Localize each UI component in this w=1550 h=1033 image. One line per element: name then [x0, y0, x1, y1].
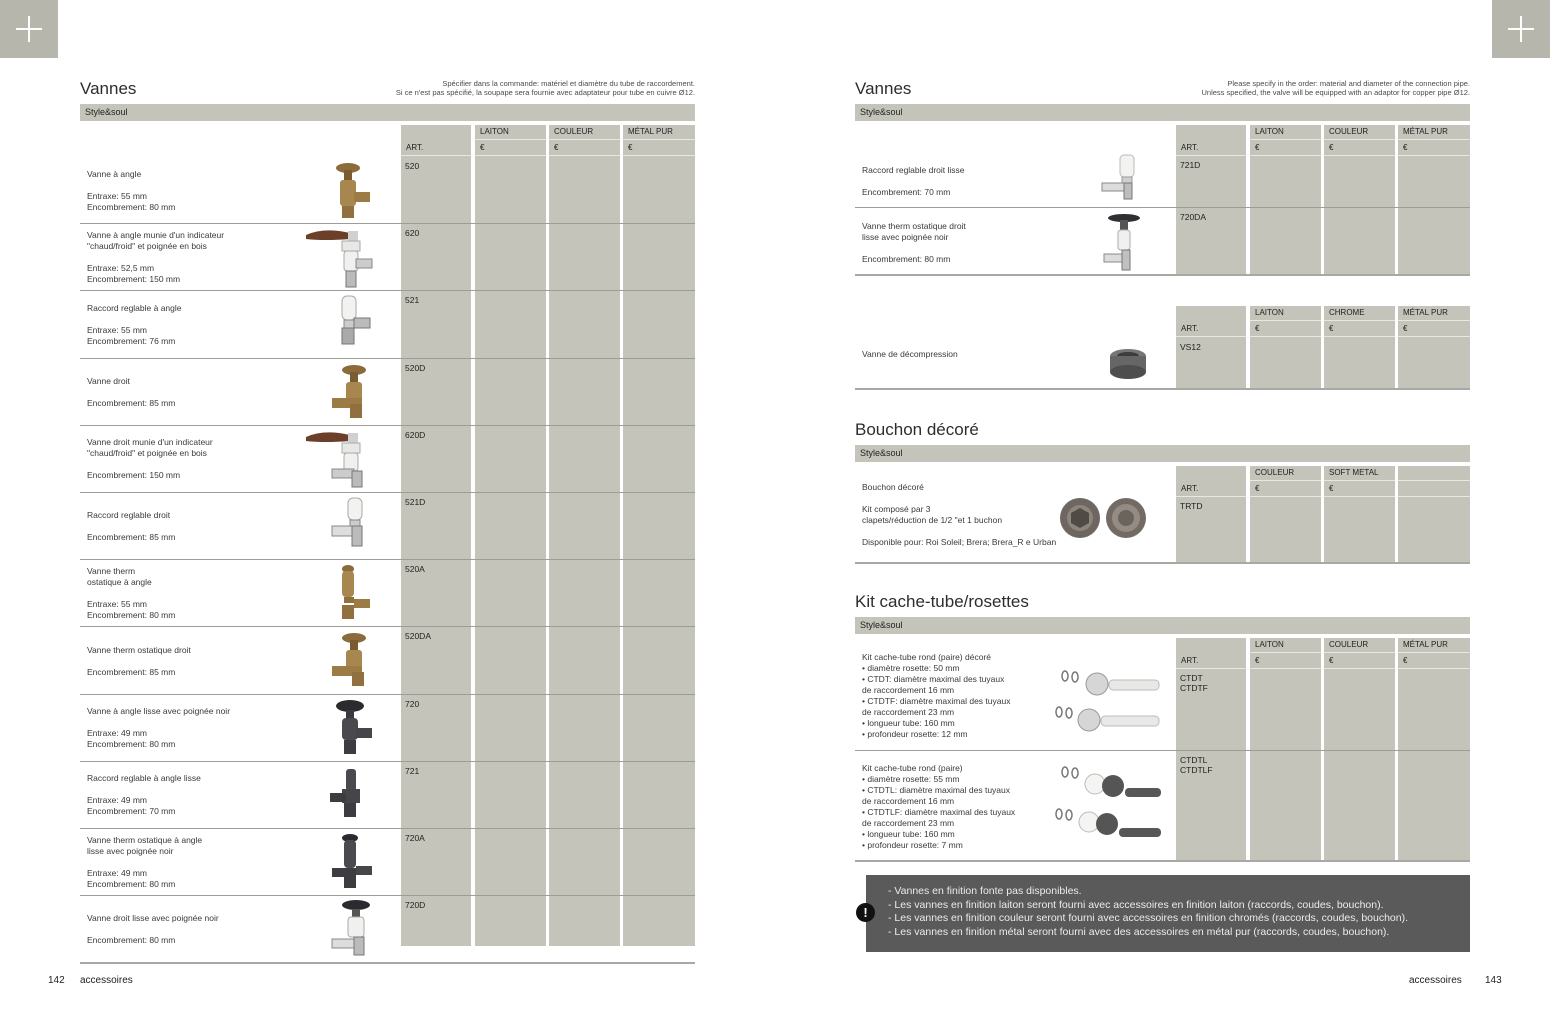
- wood-handle-angle-valve-image: [304, 227, 384, 289]
- header-euro: €: [549, 141, 620, 156]
- header-art: ART.: [401, 141, 471, 156]
- table-bottom: [855, 562, 1470, 564]
- product-description: Vanne à angle munie d'un indicateur "chaud/froid" et poignée en bois Entraxe: 52,5 mm Encombrement: 150 mm: [87, 230, 225, 284]
- header-art: ART.: [1176, 322, 1246, 337]
- warning-line: - Les vannes en finition couleur seront fourni avec accessoires en finition chromés (raccords, coudes, bouchon).: [888, 912, 1409, 925]
- header-art: ART.: [1176, 482, 1246, 497]
- order-note-line: Unless specified, the valve will be equipped with an adaptor for copper pipe Ø12.: [1201, 88, 1470, 97]
- article-code: 520DA: [405, 631, 431, 641]
- col-couleur-k: [1324, 638, 1395, 860]
- rosette-kit-plain-image: [1055, 764, 1167, 846]
- product-description: Vanne therm ostatique droit lisse avec poignée noir Encombrement: 80 mm: [862, 221, 966, 264]
- col-laiton-left: [475, 125, 546, 946]
- product-description: Vanne droit Encombrement: 85 mm: [87, 376, 176, 408]
- header-couleur: COULEUR: [1324, 638, 1395, 653]
- product-description: Vanne à angle lisse avec poignée noir Entraxe: 49 mm Encombrement: 80 mm: [87, 706, 231, 749]
- black-angle-valve-image: [304, 698, 384, 760]
- exclamation-icon: !: [856, 903, 875, 922]
- col-metal-k: [1398, 638, 1470, 860]
- header-empty: [1398, 482, 1470, 497]
- section-band-kit: Style&soul: [855, 617, 1470, 634]
- table-bottom: [855, 274, 1470, 276]
- header-euro: €: [475, 141, 546, 156]
- header-couleur: COULEUR: [549, 125, 620, 140]
- order-note-right: [1070, 79, 1470, 97]
- header-euro: €: [1398, 141, 1470, 156]
- product-description: Vanne droit munie d'un indicateur "chaud/froid" et poignée en bois Encombrement: 150 mm: [87, 437, 213, 480]
- article-code: CTDTL CTDTLF: [1180, 755, 1213, 775]
- row-divider: [855, 207, 1470, 208]
- product-description: Vanne therm ostatique à angle Entraxe: 55 mm Encombrement: 80 mm: [87, 566, 176, 620]
- article-code: TRTD: [1180, 501, 1203, 511]
- product-description: Raccord reglable à angle lisse Entraxe: 49 mm Encombrement: 70 mm: [87, 773, 201, 816]
- black-thermo-angle-image: [304, 832, 384, 894]
- header-euro: €: [1398, 322, 1470, 337]
- product-description: Bouchon décoré Kit composé par 3 clapets/réduction de 1/2 "et 1 buchon Disponible pour: Roi Soleil; Brera; Brera_R e Urban: [862, 482, 1057, 547]
- header-euro: €: [1250, 654, 1321, 669]
- order-note-left: [300, 79, 695, 97]
- white-straight-valve-black-handle-image: [304, 899, 384, 961]
- header-soft-metal: SOFT METAL: [1324, 466, 1395, 481]
- section-band-right: Style&soul: [855, 104, 1470, 121]
- article-code: 720D: [405, 900, 426, 910]
- warning-line: - Les vannes en finition laiton seront fourni avec accessoires en finition laiton (raccords, coudes, bouchon).: [888, 898, 1384, 911]
- order-note-line: Please specify in the order: material and diameter of the connection pipe.: [1227, 79, 1470, 88]
- product-description: Raccord reglable à angle Entraxe: 55 mm Encombrement: 76 mm: [87, 303, 182, 346]
- product-description: Vanne de décompression: [862, 349, 958, 359]
- product-description: Vanne therm ostatique à angle lisse avec poignée noir Entraxe: 49 mm Encombrement: 80 mm: [87, 835, 203, 889]
- row-divider: [80, 358, 695, 359]
- product-description: Kit cache-tube rond (paire) décoré • diamètre rosette: 50 mm • CTDT: diamètre maximal des tuyaux de raccordement 16 mm • CTDTF: diamètre maximal des tuyaux de raccordement 23 mm • longueur tube: 160 mm • profondeur rosette: 12 mm: [862, 652, 1011, 739]
- black-thermo-straight-image: [1098, 212, 1148, 272]
- header-euro: €: [623, 141, 695, 156]
- header-art: ART.: [1176, 141, 1246, 156]
- header-laiton: LAITON: [1250, 306, 1321, 321]
- header-couleur: COULEUR: [1324, 125, 1395, 140]
- row-divider: [80, 290, 695, 291]
- article-code: 520A: [405, 564, 425, 574]
- brass-straight-valve-image: [304, 362, 384, 424]
- white-straight-lockshield-image: [1098, 153, 1148, 201]
- section-title-bouchon: Bouchon décoré: [855, 420, 979, 439]
- header-euro: €: [1324, 482, 1395, 497]
- article-code: 620D: [405, 430, 426, 440]
- row-divider: [80, 895, 695, 896]
- row-divider: [80, 694, 695, 695]
- white-angle-lockshield-image: [304, 294, 384, 356]
- col-couleur-left: [549, 125, 620, 946]
- col-art-k: [1176, 638, 1246, 860]
- article-code: 521: [405, 295, 420, 305]
- article-code: 521D: [405, 497, 426, 507]
- header-euro: €: [1398, 654, 1470, 669]
- header-couleur: COULEUR: [1250, 466, 1321, 481]
- article-code: 720DA: [1180, 212, 1206, 222]
- product-description: Raccord reglable droit lisse Encombrement: 70 mm: [862, 165, 965, 197]
- row-divider: [855, 750, 1470, 751]
- header-chrome: CHROME: [1324, 306, 1395, 321]
- product-description: Vanne droit lisse avec poignée noir Encombrement: 80 mm: [87, 913, 219, 945]
- product-description: Vanne therm ostatique droit Encombrement: 85 mm: [87, 645, 191, 677]
- article-code: VS12: [1180, 342, 1201, 352]
- footer-label-right: accessoires: [1409, 975, 1462, 986]
- header-art: ART.: [1176, 654, 1246, 669]
- header-empty: [1398, 466, 1470, 481]
- plus-tab-right[interactable]: [1492, 0, 1550, 58]
- brass-angle-valve-image: [304, 160, 384, 222]
- row-divider: [80, 559, 695, 560]
- row-divider: [80, 828, 695, 829]
- white-straight-lockshield-image: [304, 496, 384, 558]
- order-note-line: Si ce n'est pas spécifié, la soupape sera fournie avec adaptateur pour tube en cuivre Ø12.: [395, 88, 695, 97]
- product-description: Vanne à angle Entraxe: 55 mm Encombrement: 80 mm: [87, 169, 176, 212]
- header-laiton: LAITON: [1250, 638, 1321, 653]
- black-angle-lockshield-image: [304, 765, 384, 827]
- footer-label-left: accessoires: [80, 975, 133, 986]
- header-euro: €: [1250, 322, 1321, 337]
- col-metal-left: [623, 125, 695, 946]
- rosette-kit-decorated-image: [1055, 664, 1167, 744]
- wood-handle-straight-valve-image: [304, 429, 384, 491]
- table-bottom: [855, 860, 1470, 862]
- article-code: 720: [405, 699, 420, 709]
- header-metal-pur: MÉTAL PUR: [623, 125, 695, 140]
- page-number-right: 143: [1485, 975, 1502, 986]
- section-title-kit: Kit cache-tube/rosettes: [855, 592, 1029, 611]
- article-code: CTDT CTDTF: [1180, 673, 1208, 693]
- col-laiton-k: [1250, 638, 1321, 860]
- section-band-left: Style&soul: [80, 104, 695, 121]
- warning-line: - Vannes en finition fonte pas disponibles.: [888, 885, 1082, 897]
- page-title-right: Vannes: [855, 79, 912, 98]
- header-laiton: LAITON: [1250, 125, 1321, 140]
- plus-tab-left[interactable]: [0, 0, 58, 58]
- article-code: 520: [405, 161, 420, 171]
- col-art-left: [401, 125, 471, 946]
- product-description: Kit cache-tube rond (paire) • diamètre rosette: 55 mm • CTDTL: diamètre maximal des tuyaux de raccordement 16 mm • CTDTLF: diamètre maximal des tuyaux de raccordement 23 mm • longueur tube: 160 mm • profondeur rosette: 7 mm: [862, 763, 1016, 850]
- article-code: 720A: [405, 833, 425, 843]
- header-laiton: LAITON: [475, 125, 546, 140]
- header-metal-pur: MÉTAL PUR: [1398, 306, 1470, 321]
- article-code: 721D: [1180, 160, 1201, 170]
- section-band-bouchon: Style&soul: [855, 445, 1470, 462]
- finish-warning-box: [866, 875, 1470, 952]
- decorative-cap-image: [1058, 496, 1150, 540]
- row-divider: [80, 425, 695, 426]
- header-euro: €: [1324, 141, 1395, 156]
- row-divider: [80, 626, 695, 627]
- brass-thermo-angle-image: [304, 563, 384, 625]
- brass-thermo-straight-image: [304, 630, 384, 692]
- row-divider: [80, 761, 695, 762]
- article-code: 520D: [405, 363, 426, 373]
- decompression-valve-image: [1106, 346, 1150, 382]
- article-code: 620: [405, 228, 420, 238]
- order-note-line: Spécifier dans la commande: matériel et diamètre du tube de raccordement.: [442, 79, 695, 88]
- header-euro: €: [1324, 322, 1395, 337]
- col-art-b: [1176, 466, 1246, 562]
- header-euro: €: [1250, 141, 1321, 156]
- header-euro: €: [1250, 482, 1321, 497]
- product-description: Raccord reglable droit Encombrement: 85 mm: [87, 510, 176, 542]
- row-divider: [80, 492, 695, 493]
- row-divider: [80, 223, 695, 224]
- table-bottom: [80, 962, 695, 964]
- table-bottom: [855, 388, 1470, 390]
- header-metal-pur: MÉTAL PUR: [1398, 638, 1470, 653]
- warning-line: - Les vannes en finition métal seront fourni avec des accessoires en métal pur (raccords, coudes, bouchon).: [888, 925, 1390, 938]
- article-code: 721: [405, 766, 420, 776]
- header-metal-pur: MÉTAL PUR: [1398, 125, 1470, 140]
- header-euro: €: [1324, 654, 1395, 669]
- page-title-left: Vannes: [80, 79, 137, 98]
- page-number-left: 142: [48, 975, 65, 986]
